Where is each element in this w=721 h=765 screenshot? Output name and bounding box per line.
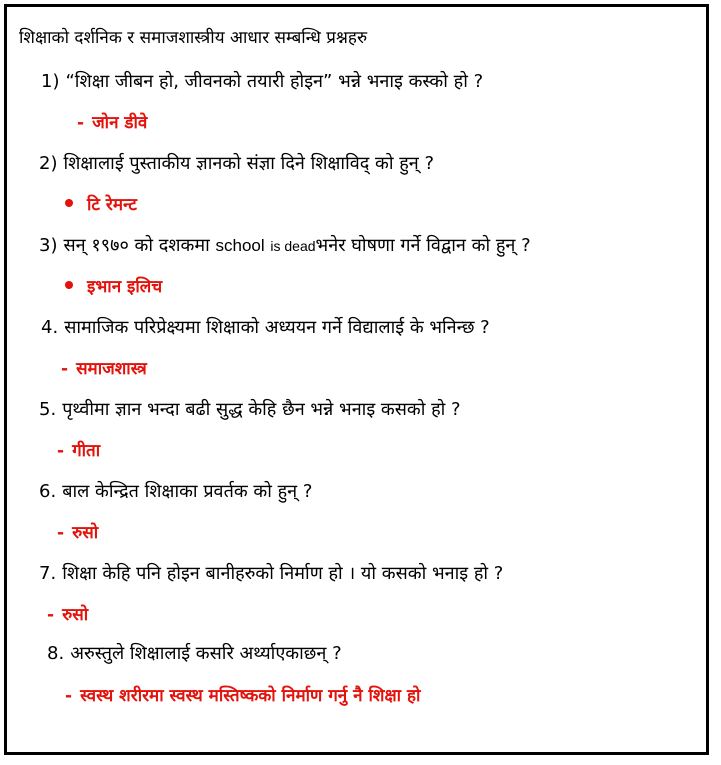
question-3 [39, 233, 531, 257]
question-number: 8. [47, 643, 65, 664]
question-number: 2) [39, 153, 58, 174]
question-7 [39, 561, 503, 585]
answer-marker: - [47, 605, 55, 625]
question-text: सामाजिक परिप्रेक्ष्यमा शिक्षाको अध्ययन गर्ने विद्यालाई के भनिन्छ ? [64, 317, 490, 338]
question-5 [39, 397, 461, 421]
question-2 [39, 151, 434, 175]
question-text: “शिक्षा जीबन हो, जीवनको तयारी होइन” भन्ने भनाइ कस्को हो ? [65, 71, 484, 92]
question-number: 7. [39, 563, 57, 584]
question-text-pre: सन् १९७० को दशकमा [63, 235, 210, 256]
question-text: पृथ्वीमा ज्ञान भन्दा बढी सुद्ध केहि छैन भन्ने भनाइ कसको हो ? [62, 399, 461, 420]
document-title: शिक्षाको दर्शनिक र समाजशास्त्रीय आधार सम्बन्धि प्रश्नहरु [19, 28, 368, 48]
answer-3 [65, 274, 162, 297]
answer-marker: - [77, 113, 85, 133]
answer-marker: - [57, 441, 65, 461]
answer-5 [57, 438, 100, 461]
question-text-post: भनेर घोषणा गर्ने विद्वान को हुन् ? [315, 235, 531, 256]
answer-6 [57, 520, 98, 543]
answer-marker: - [61, 359, 69, 379]
answer-marker: - [57, 523, 65, 543]
answer-text: इभान इलिच [87, 277, 163, 297]
answer-text: रुसो [72, 523, 99, 543]
answer-1 [77, 110, 147, 133]
bullet-icon [65, 199, 73, 207]
question-number: 5. [39, 399, 57, 420]
answer-text: रुसो [62, 605, 89, 625]
answer-4 [61, 356, 147, 379]
question-text: अरुस्तुले शिक्षालाई कसरि अर्थ्याएकाछन् ? [70, 643, 342, 664]
bullet-icon [65, 281, 73, 289]
question-text-latin: school [215, 236, 265, 255]
question-number: 3) [39, 235, 58, 256]
answer-text: स्वस्थ शरीरमा स्वस्थ मस्तिष्कको निर्माण गर्नु नै शिक्षा हो [80, 686, 421, 706]
question-1 [41, 69, 483, 93]
answer-text: जोन डीवे [92, 113, 148, 133]
question-number: 4. [41, 317, 59, 338]
question-number: 6. [39, 481, 57, 502]
answer-text: टि रेमन्ट [87, 195, 137, 215]
question-4 [41, 315, 490, 339]
question-text: शिक्षा केहि पनि होइन बानीहरुको निर्माण हो । यो कसको भनाइ हो ? [62, 563, 504, 584]
question-6 [39, 479, 312, 503]
question-text: बाल केन्द्रित शिक्षाका प्रवर्तक को हुन् ? [62, 481, 313, 502]
question-text: शिक्षालाई पुस्ताकीय ज्ञानको संज्ञा दिने शिक्षाविद् को हुन् ? [63, 153, 435, 174]
answer-7 [47, 602, 88, 625]
answer-2 [65, 192, 137, 215]
answer-8 [65, 683, 420, 706]
document-frame [4, 4, 709, 755]
question-number: 1) [41, 71, 60, 92]
answer-text: समाजशास्त्र [76, 359, 147, 379]
answer-text: गीता [72, 441, 101, 461]
question-8 [47, 641, 342, 665]
answer-marker: - [65, 686, 73, 706]
question-text-latin-small: is dead [270, 238, 316, 254]
